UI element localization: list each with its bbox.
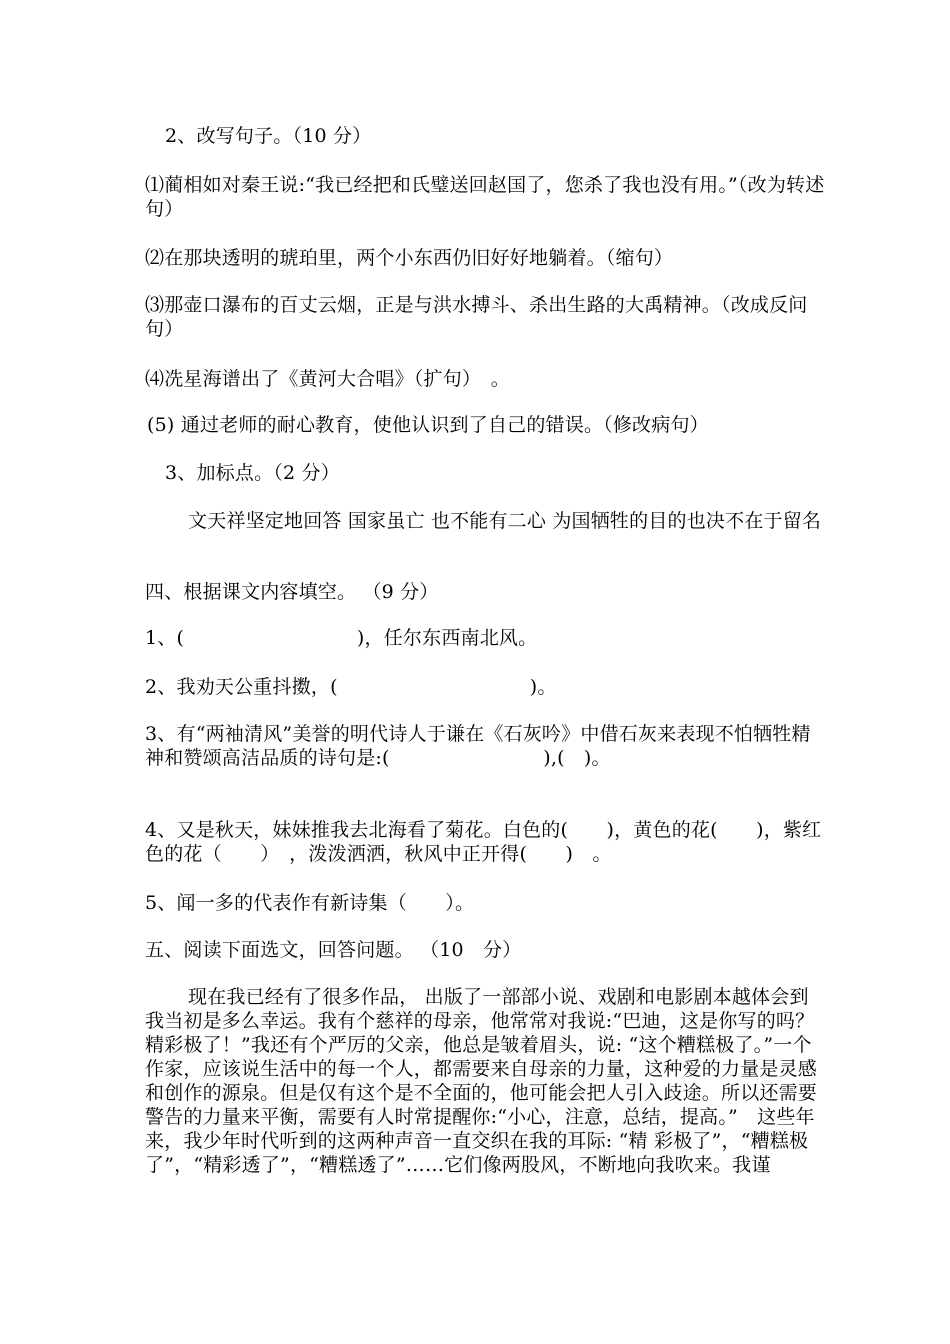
q2-item-3: ⑶那壶口瀑布的百丈云烟，正是与洪水搏斗、杀出生路的大禹精神。（改成反问句） (145, 294, 808, 340)
section4-item-1: 1、( )，任尔东西南北风。 (145, 627, 538, 649)
section4-item-5: 5、闻一多的代表作有新诗集（ ）。 (145, 892, 475, 914)
q3-text: 文天祥坚定地回答 国家虽亡 也不能有二心 为国牺牲的目的也决不在于留名 (188, 510, 822, 532)
q2-heading: 2、改写句子。（10 分） (165, 125, 372, 147)
reading-passage: 现在我已经有了很多作品， 出版了一部部小说、戏剧和电影剧本越体会到我当初是多么幸运。我有个慈祥的母亲，他常常对我说:“巴迪，这是你写的吗？精彩极了！”我还有个严厉的父亲，他总是皱着眉头，说: “这个糟糕极了。”一个作家，应该说生活中的每一个人，都需要来自母亲的力量，这种爱的力量是灵感和创作的源泉。但是仅有这个是不全面的，他可能会把人引入歧途。所以还需要警告的力量来平衡，需要有人时常提醒你:“小心，注意，总结，提高。” 这些年来，我少年时代听到的这两种声音一直交织在我的耳际: “精 彩极了”，“糟糕极了”，“精彩透了”，“糟糕透了”……它们像两股风，不断地向我吹来。我谨 (145, 986, 818, 1176)
section4-item-2: 2、我劝天公重抖擞，( )。 (145, 676, 557, 698)
q2-item-5: (5) 通过老师的耐心教育，使他认识到了自己的错误。（修改病句） (147, 414, 709, 436)
q3-heading: 3、加标点。（2 分） (165, 462, 340, 484)
q2-item-2: ⑵在那块透明的琥珀里，两个小东西仍旧好好地躺着。（缩句） (145, 247, 674, 269)
section4-heading: 四、根据课文内容填空。 （9 分） (145, 581, 439, 603)
q2-item-4: ⑷冼星海谱出了《黄河大合唱》（扩句） 。 (145, 368, 511, 390)
section5-heading: 五、阅读下面选文，回答问题。 （10 分） (145, 939, 522, 961)
section4-item-4: 4、又是秋天，妹妹推我去北海看了菊花。白色的( )，黄色的花( )，紫红色的花（ ） ，泼泼洒洒，秋风中正开得( ) 。 (145, 819, 822, 865)
q2-item-1: ⑴蔺相如对秦王说:“我已经把和氏璧送回赵国了，您杀了我也没有用。”（改为转述句） (145, 174, 825, 220)
section4-item-3: 3、有“两袖清风”美誉的明代诗人于谦在《石灰吟》中借石灰来表现不怕牺牲精神和赞颂高洁品质的诗句是:( ),( )。 (145, 723, 811, 769)
